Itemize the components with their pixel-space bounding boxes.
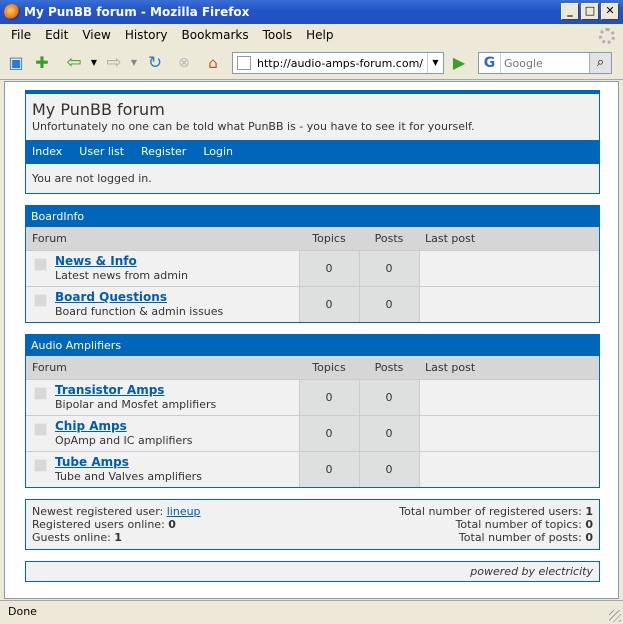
back-button[interactable]: ⇦ xyxy=(66,52,82,73)
board-header xyxy=(25,90,600,194)
window-titlebar xyxy=(0,0,623,24)
col-forum: Forum xyxy=(26,356,299,379)
forum-description: OpAmp and IC amplifiers xyxy=(55,434,193,447)
forum-link-tube-amps[interactable]: Tube Amps xyxy=(55,455,129,470)
table-row xyxy=(26,286,599,322)
nav-userlist-link[interactable]: User list xyxy=(79,145,125,158)
posts-count: 0 xyxy=(359,250,419,286)
board-nav xyxy=(26,140,599,163)
posts-count: 0 xyxy=(359,379,419,415)
search-engine-icon[interactable]: G xyxy=(479,53,501,73)
posts-count: 0 xyxy=(359,415,419,451)
firefox-icon xyxy=(4,4,20,20)
topics-count: 0 xyxy=(299,250,359,286)
total-topics-label: Total number of topics: xyxy=(455,518,582,531)
login-status: You are not logged in. xyxy=(26,163,599,193)
topics-count: 0 xyxy=(299,286,359,322)
newest-user-label: Newest registered user: xyxy=(32,505,164,518)
forum-link-transistor-amps[interactable]: Transistor Amps xyxy=(55,383,165,397)
minimize-button[interactable]: _ xyxy=(561,3,579,20)
menu-help[interactable]: Help xyxy=(306,28,334,42)
search-input[interactable] xyxy=(501,57,581,70)
topics-count: 0 xyxy=(299,379,359,415)
board-description: Unfortunately no one can be told what PunBB is - you have to see it for yourself. xyxy=(32,120,475,133)
forum-description: Board function & admin issues xyxy=(55,305,224,319)
menu-bookmarks[interactable]: Bookmarks xyxy=(181,28,249,42)
resize-grip-icon[interactable] xyxy=(609,610,621,622)
last-post-cell xyxy=(419,286,599,322)
category-title: BoardInfo xyxy=(26,206,599,227)
table-row xyxy=(26,250,599,286)
new-tab-icon[interactable]: ✚ xyxy=(35,53,49,72)
window-title: My PunBB forum - Mozilla Firefox xyxy=(24,5,250,19)
nav-register-link[interactable]: Register xyxy=(141,145,187,158)
go-button[interactable]: ▶ xyxy=(452,53,466,72)
col-forum: Forum xyxy=(26,227,299,250)
home-button[interactable]: ⌂ xyxy=(208,54,218,72)
new-window-icon[interactable]: ▣ xyxy=(8,53,24,72)
forum-table xyxy=(26,356,599,487)
online-users-label: Registered users online: xyxy=(32,518,165,531)
forum-status-icon xyxy=(34,459,47,472)
online-users-value: 0 xyxy=(168,518,176,531)
status-bar xyxy=(0,600,623,624)
url-input[interactable] xyxy=(257,57,427,70)
total-posts-value: 0 xyxy=(585,531,593,544)
menu-tools[interactable]: Tools xyxy=(262,28,293,42)
total-users-label: Total number of registered users: xyxy=(399,505,582,518)
forward-button[interactable]: ⇨ xyxy=(106,52,122,73)
forum-status-icon xyxy=(34,294,47,307)
forum-link-board-questions[interactable]: Board Questions xyxy=(55,290,167,305)
category-title: Audio Amplifiers xyxy=(26,335,599,356)
navigation-toolbar xyxy=(0,46,623,80)
total-topics-value: 0 xyxy=(585,518,593,531)
col-topics: Topics xyxy=(299,227,359,250)
menu-bar xyxy=(0,24,623,46)
reload-button[interactable]: ↻ xyxy=(147,53,163,73)
back-history-dropdown-icon[interactable]: ▼ xyxy=(90,58,98,67)
nav-index-link[interactable]: Index xyxy=(32,145,63,158)
browser-viewport xyxy=(4,81,619,599)
search-icon[interactable]: ⌕ xyxy=(589,53,611,73)
forum-description: Tube and Valves amplifiers xyxy=(55,470,202,484)
forum-page xyxy=(25,90,600,593)
throbber-icon xyxy=(599,28,615,44)
close-button[interactable]: ✕ xyxy=(601,3,619,20)
total-users-value: 1 xyxy=(585,505,593,518)
powered-by-text: powered by electricity xyxy=(470,565,593,578)
page-icon xyxy=(237,56,251,70)
last-post-cell xyxy=(419,415,599,451)
last-post-cell xyxy=(419,451,599,487)
table-row xyxy=(26,451,599,487)
menu-edit[interactable]: Edit xyxy=(45,28,69,42)
col-topics: Topics xyxy=(299,356,359,379)
last-post-cell xyxy=(419,379,599,415)
forum-description: Bipolar and Mosfet amplifiers xyxy=(55,398,217,411)
search-bar[interactable] xyxy=(478,52,612,74)
col-posts: Posts xyxy=(359,356,419,379)
forum-description: Latest news from admin xyxy=(55,269,189,282)
guests-online-value: 1 xyxy=(114,531,122,544)
url-bar[interactable] xyxy=(232,52,444,74)
status-text: Done xyxy=(8,605,37,618)
forum-status-icon xyxy=(34,387,47,400)
forum-status-icon xyxy=(34,258,47,271)
guests-online-label: Guests online: xyxy=(32,531,111,544)
col-last-post: Last post xyxy=(419,356,599,379)
stop-button[interactable]: ⊗ xyxy=(178,55,190,71)
board-stats xyxy=(25,499,600,550)
topics-count: 0 xyxy=(299,451,359,487)
newest-user-link[interactable]: lineup xyxy=(166,505,201,518)
last-post-cell xyxy=(419,250,599,286)
forum-link-chip-amps[interactable]: Chip Amps xyxy=(55,419,127,433)
posts-count: 0 xyxy=(359,286,419,322)
table-row xyxy=(26,379,599,415)
forum-table xyxy=(26,227,599,322)
category-boardinfo xyxy=(25,205,600,323)
total-posts-label: Total number of posts: xyxy=(458,531,582,544)
table-row xyxy=(26,415,599,451)
board-title: My PunBB forum xyxy=(32,100,165,119)
menu-file[interactable]: File xyxy=(11,28,32,42)
col-posts: Posts xyxy=(359,227,419,250)
topics-count: 0 xyxy=(299,415,359,451)
posts-count: 0 xyxy=(359,451,419,487)
category-audio-amplifiers xyxy=(25,334,600,488)
page-footer xyxy=(25,561,600,582)
forum-link-news-info[interactable]: News & Info xyxy=(55,254,137,268)
nav-login-link[interactable]: Login xyxy=(203,145,234,158)
menu-view[interactable]: View xyxy=(82,28,111,42)
maximize-button[interactable]: □ xyxy=(581,3,599,20)
menu-history[interactable]: History xyxy=(124,28,168,42)
forum-status-icon xyxy=(34,423,47,436)
url-dropdown-icon[interactable]: ▼ xyxy=(427,53,443,73)
forward-history-dropdown-icon[interactable]: ▼ xyxy=(130,58,138,67)
col-last-post: Last post xyxy=(419,227,599,250)
